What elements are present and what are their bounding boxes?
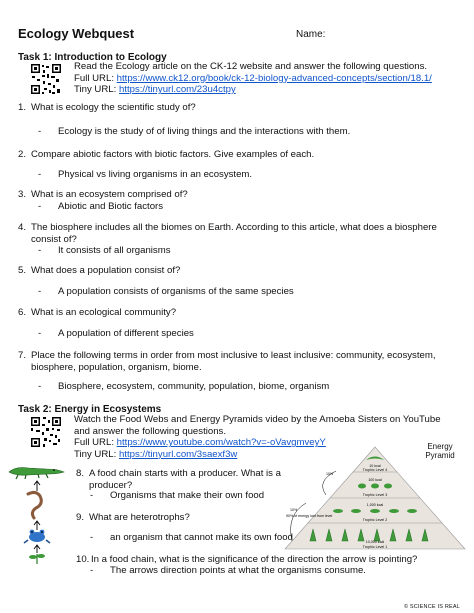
question-number: 6.: [18, 307, 27, 318]
task1-instructions: [74, 61, 464, 96]
question-number: 8.: [76, 468, 85, 479]
task2-heading: Task 2: Energy in Ecosystems: [18, 404, 162, 415]
frogs-icon: [358, 484, 392, 489]
question-text: What are heterotrophs?: [89, 512, 190, 523]
food-chain-illustration: [6, 460, 68, 565]
answer-text: A population consists of organisms of the same species: [58, 286, 294, 297]
name-label: Name:: [296, 29, 326, 40]
percent-mid: 10%: [290, 508, 298, 512]
task2-instruction-line2: and answer the following questions.: [74, 425, 226, 437]
answer-text: Biosphere, ecosystem, community, population, biome, organism: [58, 381, 330, 392]
page-title: Ecology Webquest: [18, 26, 135, 41]
question-text: A food chain starts with a producer. What is a producer?: [89, 468, 281, 491]
pyramid-title-line2: Pyramid: [425, 451, 455, 460]
answer-3: - Abiotic and Biotic factors: [38, 201, 164, 212]
frog-icon: [24, 530, 50, 543]
question-text-line1: Place the following terms in order from most inclusive to least inclusive: community, ecosystem,: [31, 350, 436, 361]
answer-2: - Physical vs living organisms in an ecosystem.: [38, 169, 253, 180]
answer-text: It consists of all organisms: [58, 245, 171, 256]
task1-tiny-url-link[interactable]: https://tinyurl.com/23u4ctpy: [118, 84, 236, 96]
answer-9: - an organism that cannot make its own food: [90, 532, 293, 543]
question-text: What is an ecosystem comprised of?: [31, 189, 188, 200]
question-text: What is an ecological community?: [31, 307, 177, 318]
task2-full-url-link[interactable]: https://www.youtube.com/watch?v=-oVavgmveyY: [116, 437, 326, 449]
question-3: [18, 189, 468, 201]
question-number: 2.: [18, 149, 27, 160]
pyramid-title-line1: Energy: [427, 442, 453, 451]
task1-tiny-url-line: [74, 84, 464, 96]
question-text-line2: biosphere, population, organism, biome.: [31, 361, 202, 373]
answer-4: - It consists of all organisms: [38, 245, 171, 256]
question-text: In a food chain, what is the significance of the direction the arrow is pointing?: [91, 554, 418, 565]
question-text-line1: The biosphere includes all the biomes on Earth. According to this article, what does a biosphere: [31, 222, 437, 233]
task2-instruction-line1: Watch the Food Webs and Energy Pyramids video by the Amoeba Sisters on YouTube: [74, 414, 441, 425]
task1-instruction-text: Read the Ecology article on the CK-12 website and answer the following questions.: [74, 61, 428, 72]
tiny-url-label: Tiny URL:: [74, 448, 119, 460]
question-text: What does a population consist of?: [31, 265, 181, 276]
question-number: 9.: [76, 512, 85, 523]
level2-energy: 1,000 kcal: [366, 503, 384, 507]
answer-text: The arrows direction points at what the organisms consume.: [110, 565, 366, 576]
answer-7: - Biosphere, ecosystem, community, population, biome, organism: [38, 381, 330, 392]
question-number: 3.: [18, 189, 27, 200]
question-9: [76, 512, 306, 524]
question-7: [18, 350, 468, 374]
task1-full-url-line: [74, 73, 464, 85]
answer-text: Abiotic and Biotic factors: [58, 201, 164, 212]
task1-heading: Task 1: Introduction to Ecology: [18, 52, 167, 63]
level3-energy: 100 kcal: [368, 478, 382, 482]
copyright-footer: © SCIENCE IS REAL: [403, 604, 460, 610]
full-url-label: Full URL:: [74, 72, 117, 84]
qr-code-task2: [30, 416, 62, 448]
answer-text: Ecology is the study of of living things and the interactions with them.: [58, 126, 351, 137]
question-text-line2: consist of?: [31, 233, 77, 245]
level2-label: Trophic Level 2: [362, 518, 388, 522]
answer-6: - A population of different species: [38, 328, 194, 339]
answer-1: - Ecology is the study of of living things and the interactions with them.: [38, 126, 351, 137]
task2-tiny-url-link[interactable]: https://tinyurl.com/3saexf3w: [118, 448, 238, 460]
answer-text: Physical vs living organisms in an ecosystem.: [58, 169, 253, 180]
plant-icon: [29, 554, 45, 564]
task1-full-url-link[interactable]: https://www.ck12.org/book/ck-12-biology-advanced-concepts/section/18.1/: [116, 72, 432, 84]
level3-label: Trophic Level 3: [362, 493, 388, 497]
question-number: 1.: [18, 102, 27, 113]
question-text: What is ecology the scientific study of?: [31, 102, 196, 113]
answer-5: - A population consists of organisms of the same species: [38, 286, 294, 297]
percent-top: 10%: [326, 472, 334, 476]
question-number: 5.: [18, 265, 27, 276]
energy-pyramid: [280, 445, 470, 553]
answer-10: - The arrows direction points at what the organisms consume.: [90, 565, 366, 576]
question-8: [76, 468, 306, 491]
question-number: 4.: [18, 222, 27, 233]
question-6: [18, 307, 468, 319]
level1-label: Trophic Level 1: [362, 545, 388, 549]
worm-icon: [28, 492, 41, 518]
level1-energy: 10,000 kcal: [365, 540, 385, 544]
tiny-url-label: Tiny URL:: [74, 84, 119, 96]
question-number: 10.: [76, 554, 90, 565]
question-number: 7.: [18, 350, 27, 361]
alligator-icon: [9, 468, 64, 480]
question-1: [18, 102, 468, 114]
question-4: [18, 222, 468, 246]
answer-text: an organism that cannot make its own food: [110, 532, 293, 543]
qr-code-task1: [30, 63, 62, 95]
level4-label: Trophic Level 4: [362, 468, 388, 472]
answer-text: A population of different species: [58, 328, 194, 339]
question-2: [18, 149, 468, 161]
full-url-label: Full URL:: [74, 437, 117, 449]
energy-loss-note: 90% of energy lost from level: [286, 514, 333, 518]
level4-energy: 10 kcal: [369, 464, 381, 468]
question-text: Compare abiotic factors with biotic factors. Give examples of each.: [31, 149, 315, 160]
answer-text: Organisms that make their own food: [110, 490, 265, 501]
question-5: [18, 265, 468, 277]
answer-8: - Organisms that make their own food: [90, 490, 265, 501]
